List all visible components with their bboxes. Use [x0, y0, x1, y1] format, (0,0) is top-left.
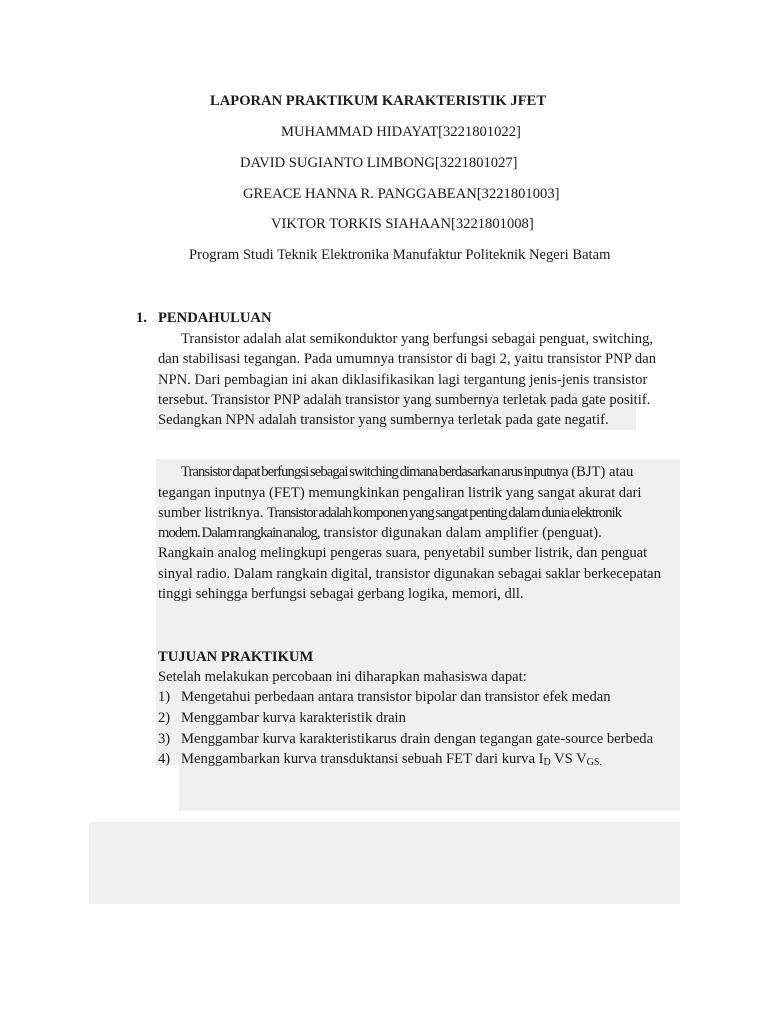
para2-line-3-normal: sumber listriknya. [158, 505, 268, 521]
para2-line-4-condensed: modern. Dalam rangkain analog, [158, 525, 320, 541]
para2-line-4 [158, 525, 602, 542]
section-heading: PENDAHULUAN [158, 310, 272, 326]
author-1: MUHAMMAD HIDAYAT[3221801022] [281, 124, 521, 140]
para1-line-5: Sedangkan NPN adalah transistor yang sumbernya terletak pada gate negatif. [158, 412, 609, 428]
author-3: GREACE HANNA R. PANGGABEAN[3221801003] [243, 186, 560, 202]
section-number: 1. [136, 310, 147, 326]
para2-line-1-condensed: Transistor dapat berfungsi sebagai switching dimana berdasarkan arus inputnya [181, 464, 568, 480]
subscript-gs: GS. [586, 757, 602, 768]
para2-line-1 [181, 464, 633, 481]
para2-line-5: Rangkain analog melingkupi pengeras suara, penyetabil sumber listrik, dan penguat [158, 545, 648, 561]
tujuan-item-1-num: 1) [158, 689, 171, 705]
para2-line-3-condensed: Transistor adalah komponen yang sangat penting dalam dunia elektronik [267, 505, 622, 521]
para1-line-1: Transistor adalah alat semikonduktor yang berfungsi sebagai penguat, switching, [181, 331, 654, 347]
tujuan-item-1: Mengetahui perbedaan antara transistor bipolar dan transistor efek medan [181, 689, 611, 705]
para1-line-2: dan stabilisasi tegangan. Pada umumnya transistor di bagi 2, yaitu transistor PNP dan [158, 351, 657, 367]
para2-line-1-rest: (BJT) atau [567, 464, 634, 480]
subscript-d: D [543, 757, 551, 768]
tujuan-item-3: Menggambar kurva karakteristikarus drain dengan tegangan gate-source berbeda [181, 731, 654, 747]
shade-bottom-block [89, 822, 680, 904]
tujuan-item-4-text-b: VS V [550, 751, 587, 767]
tujuan-item-4-num: 4) [158, 751, 171, 767]
para2-line-2: tegangan inputnya (FET) memungkinkan pengaliran listrik yang sangat akurat dari [158, 485, 642, 501]
para1-line-4: tersebut. Transistor PNP adalah transistor yang sumbernya terletak pada gate positif. [158, 392, 651, 408]
document-title: LAPORAN PRAKTIKUM KARAKTERISTIK JFET [210, 93, 547, 109]
shade-tujuan-bottom [179, 765, 680, 811]
para2-line-4-rest: transistor digunakan dalam amplifier (penguat). [319, 525, 602, 541]
para2-line-3 [158, 505, 621, 522]
tujuan-item-3-num: 3) [158, 731, 171, 747]
tujuan-item-2-num: 2) [158, 710, 171, 726]
author-2: DAVID SUGIANTO LIMBONG[3221801027] [240, 155, 518, 171]
para2-line-6: sinyal radio. Dalam rangkain digital, transistor digunakan sebagai saklar berkecepatan [158, 566, 661, 582]
affiliation: Program Studi Teknik Elektronika Manufaktur Politeknik Negeri Batam [189, 247, 611, 263]
para1-line-3: NPN. Dari pembagian ini akan diklasifikasikan lagi tergantung jenis-jenis transistor [158, 372, 648, 388]
tujuan-intro: Setelah melakukan percobaan ini diharapkan mahasiswa dapat: [158, 669, 527, 685]
tujuan-item-2: Menggambar kurva karakteristik drain [181, 710, 406, 726]
author-4: VIKTOR TORKIS SIAHAAN[3221801008] [271, 216, 534, 232]
tujuan-item-4-text-a: Menggambarkan kurva transduktansi sebuah FET dari kurva I [181, 751, 544, 767]
para2-line-7: tinggi sehingga berfungsi sebagai gerbang logika, memori, dll. [158, 586, 524, 602]
tujuan-item-4 [181, 751, 602, 768]
tujuan-heading: TUJUAN PRAKTIKUM [158, 649, 314, 665]
